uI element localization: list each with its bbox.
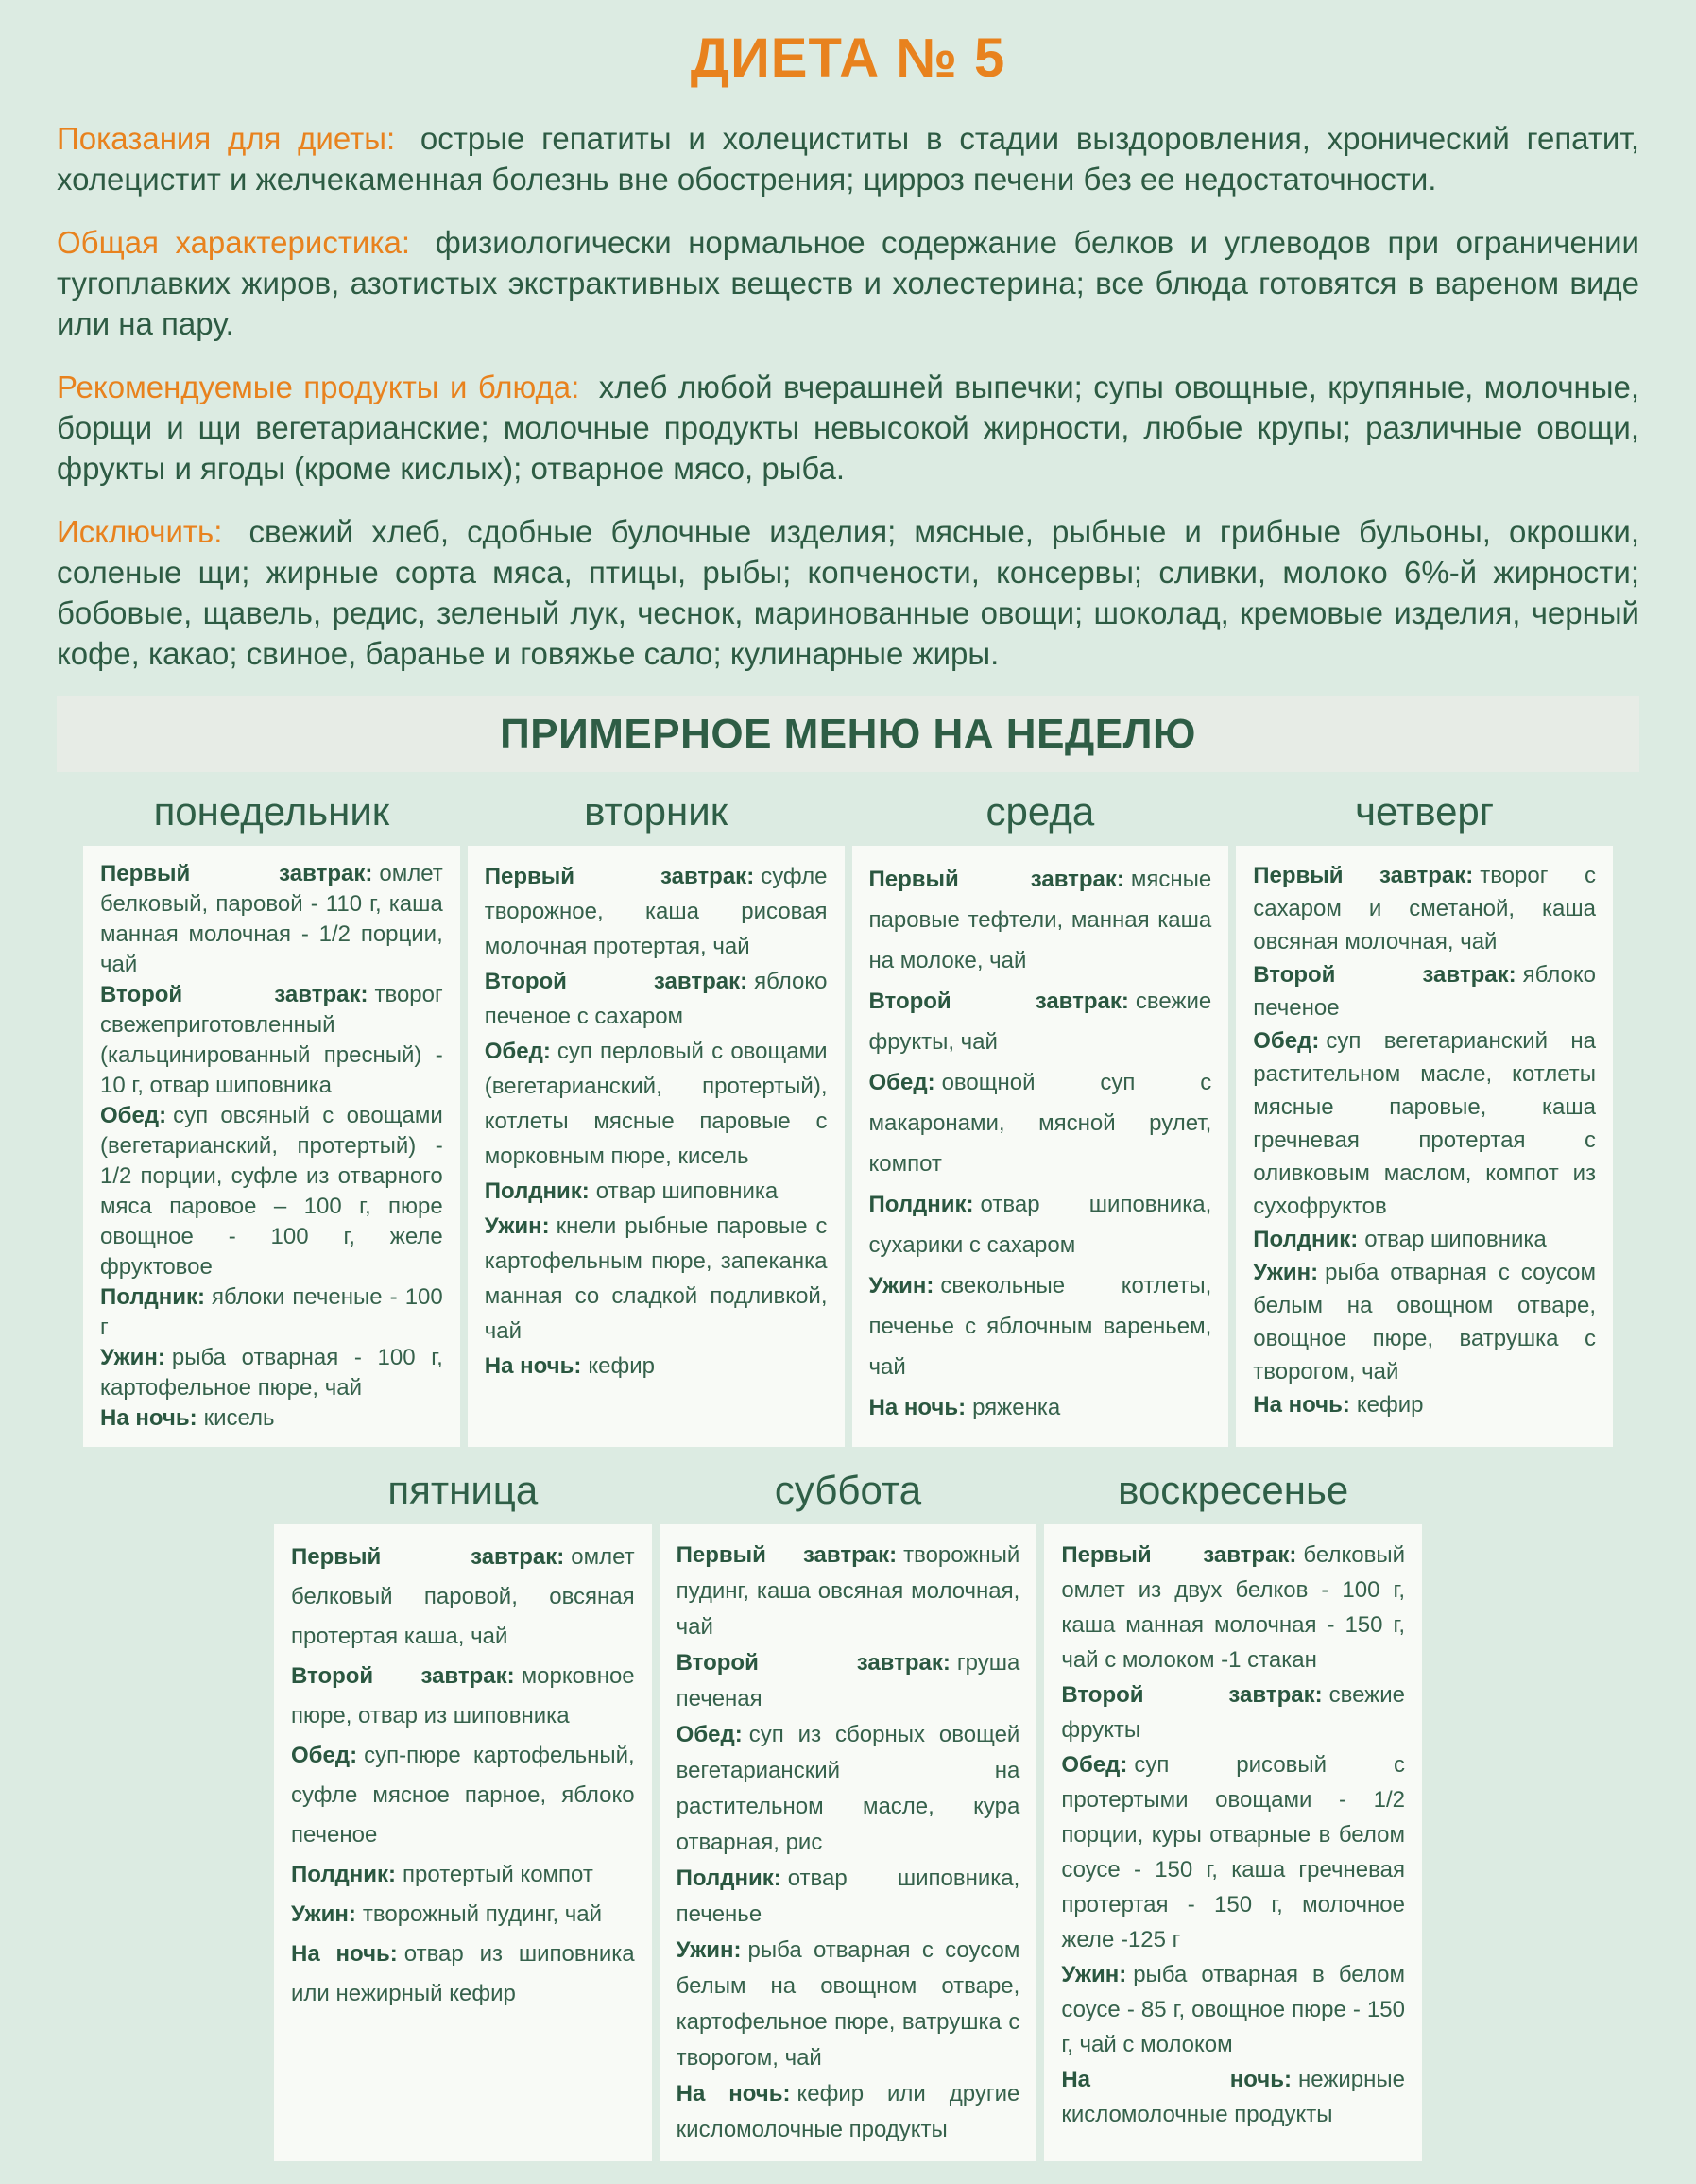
meal-entry: [291, 1657, 635, 1736]
meal-text: отвар из шиповника или нежирный кефир: [291, 1941, 635, 2006]
meal-text: яблоки печеные - 100 г: [100, 1284, 443, 1340]
day-header-row-2: [274, 1468, 1422, 1513]
day-header-wednesday: среда: [985, 789, 1095, 834]
meal-text: морковное пюре, отвар из шиповника: [291, 1663, 635, 1728]
meal-entry: [100, 980, 443, 1101]
meal-text: рыба отварная с соусом белым на овощном отваре, картофельное пюре, ватрушка с творогом, чай: [676, 1937, 1020, 2071]
day-header-saturday: суббота: [774, 1468, 922, 1512]
meal-text: кефир: [1356, 1392, 1424, 1418]
meal-entry: [1061, 1747, 1405, 1957]
day-card-thursday: [1236, 846, 1613, 1447]
meal-entry: [1061, 1677, 1405, 1747]
meal-label: На ночь:: [1253, 1392, 1350, 1418]
meal-label: Первый завтрак:: [1253, 863, 1474, 888]
meal-label: Полдник:: [100, 1284, 206, 1310]
meal-entry: [485, 1034, 828, 1174]
meal-entry: [485, 859, 828, 964]
meal-label: Обед:: [1253, 1028, 1320, 1054]
meal-entry: [1253, 1256, 1596, 1388]
meal-text: суп перловый с овощами (вегетарианский, протертый), котлеты мясные паровые с морковным пюре, кисель: [484, 1039, 828, 1169]
meal-label: Обед:: [100, 1103, 167, 1128]
intro-paragraph-excluded: [57, 511, 1639, 674]
meal-label: Первый завтрак:: [868, 867, 1124, 892]
meal-label: Первый завтрак:: [484, 864, 755, 889]
meal-text: белковый омлет из двух белков - 100 г, каша манная молочная - 150 г, чай с молоком -1 стакан: [1061, 1542, 1405, 1673]
meal-text: свежие фрукты, чай: [868, 989, 1212, 1055]
meal-label: Второй завтрак:: [1061, 1682, 1323, 1708]
meal-text: кисель: [203, 1405, 275, 1431]
meal-label: Второй завтрак:: [291, 1663, 515, 1689]
intro-paragraph-characteristics: [57, 222, 1639, 344]
meal-text: яблоко печеное: [1253, 962, 1596, 1021]
meal-label: Второй завтрак:: [868, 989, 1129, 1014]
meal-entry: [100, 1343, 443, 1403]
meal-label: Полдник:: [676, 1866, 781, 1891]
meal-text: отвар шиповника: [595, 1178, 779, 1204]
day-header-thursday: четверг: [1355, 789, 1495, 834]
meal-text: груша печеная: [676, 1650, 1020, 1711]
day-card-friday: [274, 1524, 652, 2161]
meal-text: суп овсяный с овощами (вегетарианский, протертый) - 1/2 порции, суфле из отварного мяса паровое – 100 г, пюре овощное - 100 г, желе фруктовое: [100, 1103, 443, 1280]
day-card-sunday: [1044, 1524, 1422, 2161]
meal-entry: [1061, 2062, 1405, 2132]
meal-text: нежирные кисломолочные продукты: [1061, 2067, 1405, 2127]
meal-entry: [291, 1895, 635, 1935]
intro-text: хлеб любой вчерашней выпечки; супы овощные, крупяные, молочные, борщи и щи вегетарианские; молочные продукты невысокой жирности, любые крупы; различные овощи, фрукты и ягоды (кроме кислых); отварное мясо, рыба.: [57, 370, 1640, 486]
meal-label: На ночь:: [100, 1405, 197, 1431]
meal-entry: [291, 1538, 635, 1657]
intro-text: физиологически нормальное содержание белков и углеводов при ограничении тугоплавких жиров, азотистых экстрактивных веществ и холестерина; все блюда готовятся в вареном виде или на пару.: [57, 225, 1639, 341]
meal-entry: [677, 1933, 1020, 2076]
meal-label: Ужин:: [1253, 1260, 1319, 1285]
intro-sections: [57, 118, 1639, 674]
meal-entry: [869, 859, 1212, 981]
meal-text: отвар шиповника, печенье: [676, 1866, 1020, 1927]
menu-title: ПРИМЕРНОЕ МЕНЮ НА НЕДЕЛЮ: [500, 711, 1196, 757]
meal-entry: [485, 1174, 828, 1209]
meal-text: омлет белковый, паровой - 110 г, каша манная молочная - 1/2 порции, чай: [100, 861, 443, 977]
intro-label: Показания для диеты:: [57, 121, 396, 156]
meal-label: Первый завтрак:: [100, 861, 373, 886]
intro-paragraph-recommended: [57, 367, 1639, 489]
meal-text: протертый компот: [403, 1862, 593, 1887]
meal-entry: [1061, 1957, 1405, 2062]
meal-label: Ужин:: [676, 1937, 742, 1963]
menu-card-row-2: [274, 1524, 1422, 2161]
meal-entry: [100, 859, 443, 980]
menu-section-header: [57, 696, 1639, 772]
meal-text: суп из сборных овощей вегетарианский на растительном масле, кура отварная, рис: [676, 1722, 1020, 1855]
day-card-saturday: [660, 1524, 1037, 2161]
intro-label: Общая характеристика:: [57, 225, 411, 260]
meal-label: Полдник:: [484, 1178, 590, 1204]
meal-text: кнели рыбные паровые с картофельным пюре, запеканка манная со сладкой подливкой, чай: [484, 1213, 828, 1344]
menu-row-2-wrapper: [274, 1468, 1422, 2161]
intro-paragraph-indications: [57, 118, 1639, 199]
meal-entry: [1253, 1024, 1596, 1223]
meal-text: рыба отварная в белом соусе - 85 г, овощное пюре - 150 г, чай с молоком: [1061, 1962, 1405, 2057]
meal-label: На ночь:: [291, 1941, 398, 1967]
meal-entry: [869, 1062, 1212, 1184]
meal-label: Обед:: [291, 1743, 358, 1768]
meal-label: Обед:: [1061, 1752, 1128, 1778]
meal-text: рыба отварная - 100 г, картофельное пюре, чай: [100, 1345, 443, 1401]
meal-label: Ужин:: [291, 1901, 356, 1927]
meal-label: Полдник:: [868, 1192, 974, 1217]
day-header-friday: пятница: [387, 1468, 539, 1512]
meal-entry: [869, 1184, 1212, 1265]
meal-text: свежие фрукты: [1061, 1682, 1405, 1743]
meal-label: На ночь:: [676, 2081, 791, 2107]
intro-text: острые гепатиты и холециститы в стадии выздоровления, хронический гепатит, холецистит и желчекаменная болезнь вне обострения; цирроз печени без ее недостаточности.: [57, 121, 1639, 197]
intro-text: свежий хлеб, сдобные булочные изделия; мясные, рыбные и грибные бульоны, окрошки, соленые щи; жирные сорта мяса, птицы, рыбы; копчености, консервы; сливки, молоко 6%-й жирности; бобовые, щавель, редис, зеленый лук, чеснок, маринованные овощи; шоколад, кремовые изделия, черный кофе, какао; свиное, баранье и говяжье сало; кулинарные жиры.: [57, 514, 1639, 671]
meal-text: суп вегетарианский на растительном масле, котлеты мясные паровые, каша гречневая протертая с оливковым маслом, компот из сухофруктов: [1253, 1028, 1596, 1219]
meal-label: Второй завтрак:: [100, 982, 368, 1007]
meal-text: суп рисовый с протертыми овощами - 1/2 порции, куры отварные в белом соусе - 150 г, каша гречневая протертая - 150 г, молочное желе -125 г: [1061, 1752, 1405, 1952]
meal-entry: [1253, 958, 1596, 1024]
meal-text: творог свежеприготовленный (кальцинированный пресный) - 10 г, отвар шиповника: [100, 982, 443, 1098]
meal-label: Первый завтрак:: [291, 1544, 565, 1570]
meal-label: Полдник:: [291, 1862, 397, 1887]
meal-label: Первый завтрак:: [676, 1542, 898, 1568]
meal-entry: [485, 964, 828, 1034]
page-title: ДИЕТА № 5: [690, 27, 1006, 89]
meal-entry: [1253, 1388, 1596, 1421]
meal-text: кефир: [588, 1353, 655, 1379]
meal-label: Ужин:: [484, 1213, 550, 1239]
menu-card-row-1: [83, 846, 1613, 1447]
meal-entry: [291, 1736, 635, 1855]
meal-text: овощной суп с макаронами, мясной рулет, компот: [868, 1070, 1212, 1177]
meal-text: творог с сахаром и сметаной, каша овсяная молочная, чай: [1253, 863, 1596, 954]
meal-label: Второй завтрак:: [1253, 962, 1516, 988]
meal-entry: [1253, 1223, 1596, 1256]
intro-label: Исключить:: [57, 514, 223, 549]
meal-entry: [677, 2076, 1020, 2148]
meal-text: мясные паровые тефтели, манная каша на молоке, чай: [868, 867, 1212, 973]
meal-entry: [100, 1101, 443, 1282]
meal-label: Обед:: [868, 1070, 935, 1095]
meal-entry: [485, 1209, 828, 1349]
day-header-sunday: воскресенье: [1118, 1468, 1349, 1512]
meal-text: суп-пюре картофельный, суфле мясное парное, яблоко печеное: [291, 1743, 635, 1848]
meal-entry: [677, 1645, 1020, 1717]
meal-label: Ужин:: [1061, 1962, 1127, 1987]
meal-text: омлет белковый паровой, овсяная протертая каша, чай: [291, 1544, 635, 1649]
day-card-monday: [83, 846, 460, 1447]
meal-entry: [869, 981, 1212, 1062]
meal-text: отвар шиповника: [1364, 1227, 1547, 1252]
meal-text: яблоко печеное с сахаром: [484, 969, 828, 1029]
meal-label: Второй завтрак:: [484, 969, 748, 994]
meal-label: На ночь:: [868, 1395, 967, 1420]
meal-label: Обед:: [484, 1039, 551, 1064]
meal-entry: [485, 1349, 828, 1384]
day-header-row-1: [83, 789, 1613, 834]
meal-label: На ночь:: [1061, 2067, 1292, 2092]
meal-label: Первый завтрак:: [1061, 1542, 1297, 1568]
meal-text: свекольные котлеты, печенье с яблочным вареньем, чай: [868, 1273, 1212, 1380]
meal-entry: [100, 1403, 443, 1434]
day-header-monday: понедельник: [153, 789, 390, 834]
meal-label: Полдник:: [1253, 1227, 1359, 1252]
meal-label: Ужин:: [100, 1345, 165, 1370]
meal-label: Второй завтрак:: [676, 1650, 951, 1676]
meal-entry: [100, 1282, 443, 1343]
day-header-tuesday: вторник: [584, 789, 728, 834]
meal-entry: [677, 1861, 1020, 1933]
meal-entry: [291, 1855, 635, 1895]
meal-entry: [1061, 1538, 1405, 1677]
meal-text: творожный пудинг, чай: [362, 1901, 603, 1927]
meal-label: Ужин:: [868, 1273, 934, 1298]
meal-entry: [677, 1538, 1020, 1645]
meal-entry: [677, 1717, 1020, 1861]
meal-text: ряженка: [972, 1395, 1061, 1420]
day-card-tuesday: [468, 846, 845, 1447]
meal-text: творожный пудинг, каша овсяная молочная, чай: [676, 1542, 1020, 1640]
meal-entry: [1253, 859, 1596, 958]
meal-entry: [869, 1387, 1212, 1428]
day-card-wednesday: [852, 846, 1229, 1447]
meal-text: рыба отварная с соусом белым на овощном отваре, овощное пюре, ватрушка с творогом, чай: [1253, 1260, 1596, 1384]
meal-entry: [869, 1265, 1212, 1387]
intro-label: Рекомендуемые продукты и блюда:: [57, 370, 580, 404]
meal-label: Обед:: [676, 1722, 743, 1747]
meal-entry: [291, 1935, 635, 2014]
meal-text: кефир или другие кисломолочные продукты: [676, 2081, 1020, 2142]
meal-text: отвар шиповника, сухарики с сахаром: [868, 1192, 1212, 1258]
meal-text: суфле творожное, каша рисовая молочная протертая, чай: [484, 864, 828, 959]
meal-label: На ночь:: [484, 1353, 582, 1379]
